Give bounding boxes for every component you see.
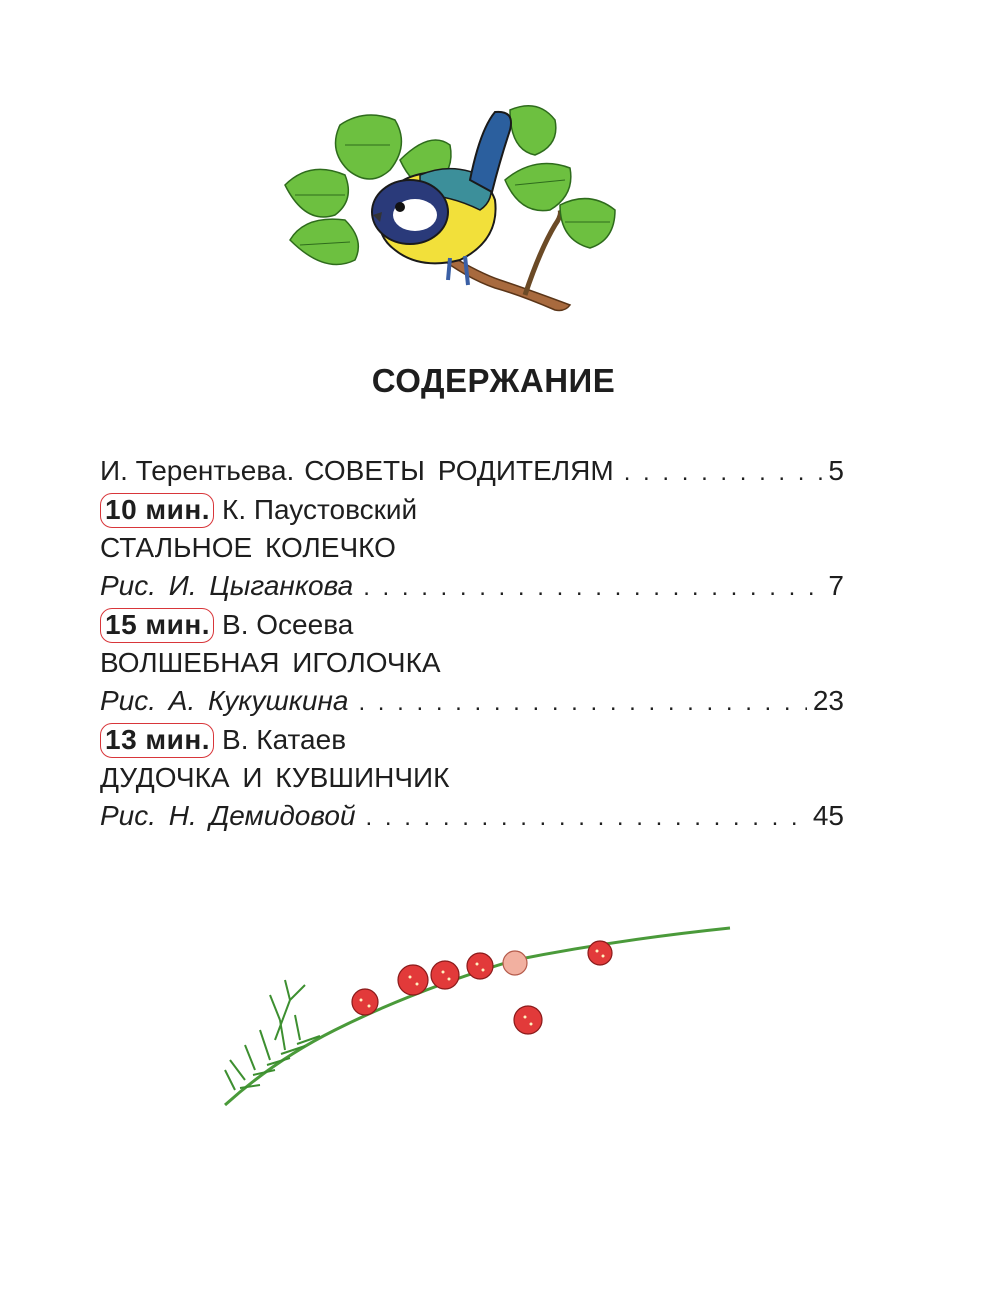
toc-entry-header[interactable] xyxy=(100,721,844,759)
dot-leader xyxy=(358,684,806,722)
entry-author: И. Терентьева. xyxy=(100,455,295,486)
toc-entry-title-row[interactable] xyxy=(100,530,844,566)
dot-leader xyxy=(624,454,823,492)
toc-entry-credit-row[interactable] xyxy=(100,797,844,835)
entry-author: В. Осеева xyxy=(222,609,354,640)
table-of-contents xyxy=(100,452,844,836)
entry-author: К. Паустовский xyxy=(222,494,418,525)
entry-author: В. Катаев xyxy=(222,724,347,755)
toc-entry-header[interactable] xyxy=(100,606,844,644)
toc-entry-credit-row[interactable] xyxy=(100,567,844,605)
page-number: 23 xyxy=(812,685,844,716)
toc-entry-title-row[interactable] xyxy=(100,760,844,796)
illustrator-credit: Рис. И. Цыганкова xyxy=(100,570,354,601)
dot-leader xyxy=(363,569,822,607)
illustrator-credit: Рис. А. Кукушкина xyxy=(100,685,349,716)
toc-entry-credit-row[interactable] xyxy=(100,682,844,720)
reading-time-badge: 10 мин. xyxy=(100,493,214,528)
reading-time-badge: 13 мин. xyxy=(100,723,214,758)
strawberry-stem-illustration xyxy=(215,920,745,1120)
reading-time-badge: 15 мин. xyxy=(100,608,214,643)
page-number: 45 xyxy=(812,800,844,831)
dot-leader xyxy=(366,799,807,837)
entry-title: СОВЕТЫ РОДИТЕЛЯМ xyxy=(304,455,614,486)
entry-title: ДУДОЧКА И КУВШИНЧИК xyxy=(100,762,450,793)
entry-title: СТАЛЬНОЕ КОЛЕЧКО xyxy=(100,532,396,563)
page-number: 7 xyxy=(828,570,844,601)
contents-heading: СОДЕРЖАНИЕ xyxy=(371,362,616,399)
titmouse-illustration xyxy=(270,100,620,330)
toc-entry[interactable] xyxy=(100,452,844,490)
page-number: 5 xyxy=(828,455,844,486)
illustrator-credit: Рис. Н. Демидовой xyxy=(100,800,356,831)
toc-entry-title-row[interactable] xyxy=(100,645,844,681)
toc-entry-header[interactable] xyxy=(100,491,844,529)
entry-title: ВОЛШЕБНАЯ ИГОЛОЧКА xyxy=(100,647,441,678)
